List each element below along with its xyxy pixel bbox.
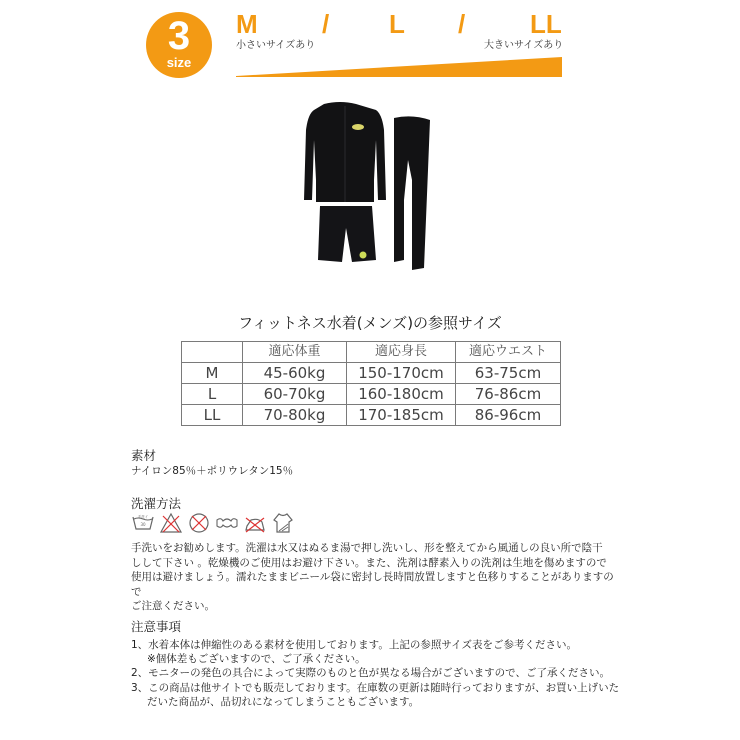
svg-text:手洗イ: 手洗イ <box>137 515 149 519</box>
leggings-shape <box>394 116 430 270</box>
size-separator: / <box>458 9 466 39</box>
table-row <box>182 384 561 405</box>
size-l: L <box>389 9 405 39</box>
size-ll: LL <box>530 9 562 39</box>
size-m: M <box>236 9 258 39</box>
product-image <box>296 100 436 290</box>
weight-cell: 70-80kg <box>243 405 347 426</box>
material-heading: 素材 <box>131 448 157 463</box>
header-cell-waist: 適応ウエスト <box>456 342 561 363</box>
note-line: 2、モニターの発色の具合によって実際のものと色が異なる場合がございますので、ご了承ください。 <box>131 667 610 680</box>
note-line: 1、水着本体は伸縮性のある素材を使用しております。上記の参照サイズ表をご参考ください。 <box>131 639 577 651</box>
header-cell <box>182 342 243 363</box>
washing-line: ご注意ください。 <box>131 600 215 613</box>
size-cell: L <box>182 384 243 405</box>
weight-cell: 45-60kg <box>243 363 347 384</box>
waist-cell: 76-86cm <box>456 384 561 405</box>
large-size-note: 大きいサイズあり <box>484 40 564 51</box>
height-cell: 170-185cm <box>347 405 456 426</box>
shorts-shape <box>318 206 376 262</box>
washing-instructions <box>131 541 621 614</box>
size-cell: LL <box>182 405 243 426</box>
table-header-row <box>182 342 561 363</box>
size-gradient-wedge <box>236 56 562 78</box>
svg-text:30: 30 <box>140 522 146 527</box>
wring-gently-icon <box>215 512 239 534</box>
dry-in-shade-icon <box>271 512 295 534</box>
washing-heading: 洗濯方法 <box>131 496 182 511</box>
small-size-note: 小さいサイズあり <box>236 40 316 51</box>
hand-wash-30-icon <box>131 512 155 534</box>
waist-cell: 86-96cm <box>456 405 561 426</box>
material-value: ナイロン85％＋ポリウレタン15％ <box>131 465 294 477</box>
size-table-title: フィットネス水着(メンズ)の参照サイズ <box>238 314 502 332</box>
size-cell: M <box>182 363 243 384</box>
badge-number: 3 <box>167 14 191 58</box>
header-cell-weight: 適応体重 <box>243 342 347 363</box>
jacket-shape <box>304 102 386 202</box>
notes-heading: 注意事項 <box>131 619 182 634</box>
washing-line: 手洗いをお勧めします。洗濯は水又はぬるま湯で押し洗いし、形を整えてから風通しの良い所で陰干 <box>131 542 603 554</box>
note-line: 3、この商品は他サイトでも販売しております。在庫数の更新は随時行っておりますが、お買い上げいた <box>131 681 620 694</box>
washing-line: 使用は避けましょう。濡れたままビニール袋に密封し長時間放置しますと色移りすることがありますので <box>131 571 614 598</box>
size-table <box>181 341 561 426</box>
washing-line: しして下さい 。乾燥機のご使用はお避け下さい。また、洗剤は酵素入りの洗剤は生地を傷めますので <box>131 556 607 569</box>
badge-label: size <box>166 55 192 70</box>
no-dry-clean-icon <box>187 512 211 534</box>
care-icons <box>131 512 295 534</box>
note-line: ※個体差もございますので、ご了承ください。 <box>147 653 366 666</box>
waist-cell: 63-75cm <box>456 363 561 384</box>
size-separator: / <box>322 9 330 39</box>
height-cell: 160-180cm <box>347 384 456 405</box>
height-cell: 150-170cm <box>347 363 456 384</box>
note-line: だいた商品が、品切れになってしまうこともございます。 <box>147 695 420 708</box>
no-iron-icon <box>243 512 267 534</box>
header-cell-height: 適応身長 <box>347 342 456 363</box>
table-row <box>182 363 561 384</box>
notes-list <box>131 638 621 709</box>
size-count-badge <box>146 12 212 78</box>
weight-cell: 60-70kg <box>243 384 347 405</box>
table-row <box>182 405 561 426</box>
no-bleach-icon <box>159 512 183 534</box>
